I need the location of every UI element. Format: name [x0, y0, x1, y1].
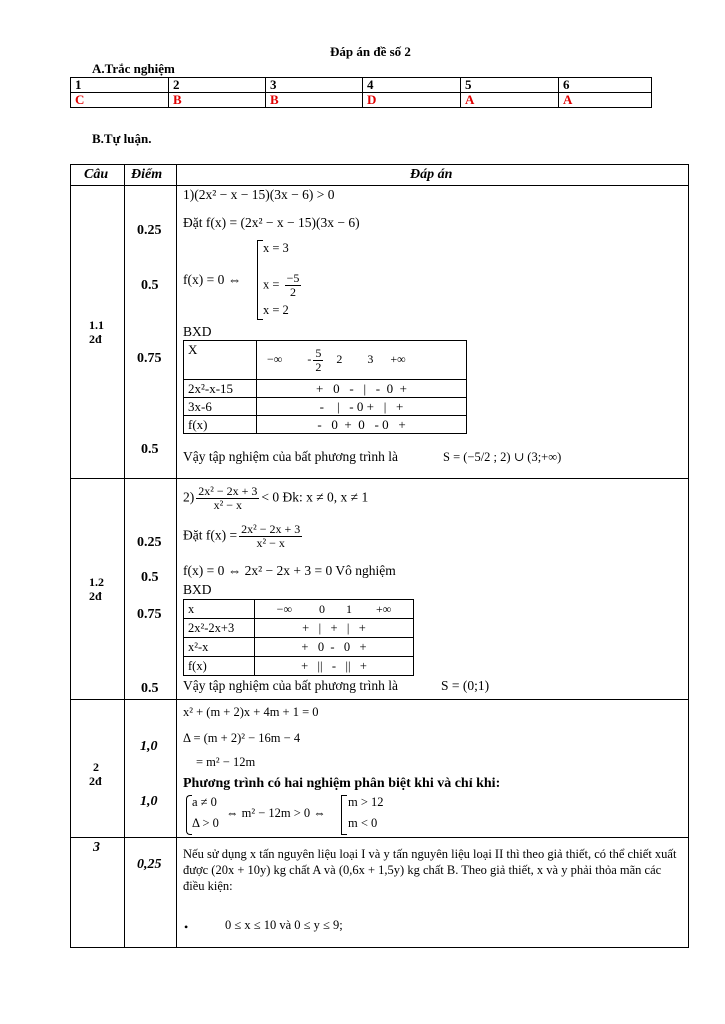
q2-delta-simplified: = m² − 12m	[196, 755, 256, 769]
q-number: 1	[71, 78, 169, 93]
q2-equivalence: ⇔ m² − 12m > 0 ⇔	[226, 806, 326, 820]
q11-bxd: BXD	[183, 324, 212, 339]
q12-dat: Đặt f(x) = $\frac{\text{2x² − 2x + 3}}{\text{x² − x}}$	[183, 522, 301, 550]
q11-point: 0.25	[137, 223, 162, 238]
q12-f0: f(x) = 0 ⇔ 2x² − 2x + 3 = 0 Vô nghiệm	[183, 563, 396, 578]
page-title: Đáp án đề số 2	[330, 44, 411, 59]
q11-root: x = 2	[263, 303, 289, 317]
q11-f0: f(x) = 0 ⇔	[183, 272, 242, 287]
q-answer: B	[169, 93, 266, 108]
q12-diem: 2đ	[89, 589, 102, 603]
bullet-icon: •	[184, 920, 189, 934]
q11-diem: 2đ	[89, 332, 102, 346]
q12-point: 0.25	[137, 535, 162, 550]
q2-point: 1,0	[140, 794, 158, 809]
q2-sys1: a ≠ 0	[192, 795, 217, 809]
part-a-label: A.Trắc nghiệm	[92, 61, 175, 76]
q11-root: x = $\frac{-5}{2}$	[263, 271, 300, 299]
part-b-label: B.Tự luận.	[92, 131, 152, 146]
q11-point: 0.5	[141, 278, 159, 293]
q-number: 4	[363, 78, 461, 93]
q-number: 2	[169, 78, 266, 93]
q2-sys2: m > 12	[348, 795, 384, 809]
q11-cau: 1.1	[89, 318, 104, 332]
q11-sign-table: X −∞ - $\frac{5}{2}$ 2 3 +∞ 2x²-x-15 + 0 - | - 0 + 3x-6 - | - 0 + | + f(x) - 0 + 0 - 0 +	[183, 340, 467, 434]
q3-bullet: 0 ≤ x ≤ 10 và 0 ≤ y ≤ 9;	[225, 918, 343, 932]
q2-diem: 2đ	[89, 774, 102, 788]
q12-point: 0.5	[141, 681, 159, 696]
q12-cau: 1.2	[89, 575, 104, 589]
header-cau: Câu	[84, 167, 109, 182]
q3-cau: 3	[93, 840, 100, 855]
q3-point: 0,25	[137, 857, 162, 872]
q12-problem: 2) $\frac{\text{2x² − 2x + 3}}{\text{x² − x}}$ < 0 Đk: x ≠ 0, x ≠ 1	[183, 484, 369, 512]
q-number: 5	[461, 78, 559, 93]
q11-point: 0.75	[137, 351, 162, 366]
q12-point: 0.5	[141, 570, 159, 585]
q-number: 3	[266, 78, 363, 93]
q11-point: 0.5	[141, 442, 159, 457]
q11-dat: Đặt f(x) = (2x² − x − 15)(3x − 6)	[183, 215, 360, 230]
q-answer: A	[461, 93, 559, 108]
q-answer: B	[266, 93, 363, 108]
q11-conclusion: Vậy tập nghiệm của bất phương trình là	[183, 449, 399, 464]
q2-sys2: m < 0	[348, 816, 378, 830]
q2-cau: 2	[93, 760, 99, 774]
q12-solution: S = (0;1)	[441, 678, 490, 693]
q-answer: D	[363, 93, 461, 108]
q2-equation: x² + (m + 2)x + 4m + 1 = 0	[183, 705, 319, 719]
q11-root: x = 3	[263, 241, 289, 255]
q3-paragraph: Nếu sử dụng x tấn nguyên liệu loại I và y tấn nguyên liệu loại II thì theo giả thiết, có thể chiết xuất được (20x + 10y) kg chất A và (0,6x + 1,5y) kg chất B. Theo giả thiết, x và y phải thỏa mãn các điều kiện:	[183, 847, 677, 893]
header-dapan: Đáp án	[410, 167, 453, 182]
q12-point: 0.75	[137, 607, 162, 622]
q12-bxd: BXD	[183, 582, 212, 597]
q11-problem: 1)(2x² − x − 15)(3x − 6) > 0	[183, 187, 335, 202]
q-answer: A	[559, 93, 652, 108]
q12-conclusion: Vậy tập nghiệm của bất phương trình là	[183, 678, 399, 693]
q12-sign-table: x −∞ 0 1 +∞ 2x²-2x+3 + | + | + x²-x + 0 - 0 + f(x) + || - || +	[183, 599, 414, 676]
answer-key-table	[70, 77, 652, 108]
q2-sys1: Δ > 0	[192, 816, 219, 830]
header-diem: Điểm	[131, 167, 163, 182]
q11-solution: S = (−5/2 ; 2) ∪ (3;+∞)	[443, 450, 562, 464]
q2-delta: Δ = (m + 2)² − 16m − 4	[183, 731, 301, 745]
q-answer: C	[71, 93, 169, 108]
essay-table	[70, 164, 689, 948]
q2-point: 1,0	[140, 739, 158, 754]
q2-condition-text: Phương trình có hai nghiệm phân biệt khi và chỉ khi:	[183, 776, 501, 791]
q-number: 6	[559, 78, 652, 93]
